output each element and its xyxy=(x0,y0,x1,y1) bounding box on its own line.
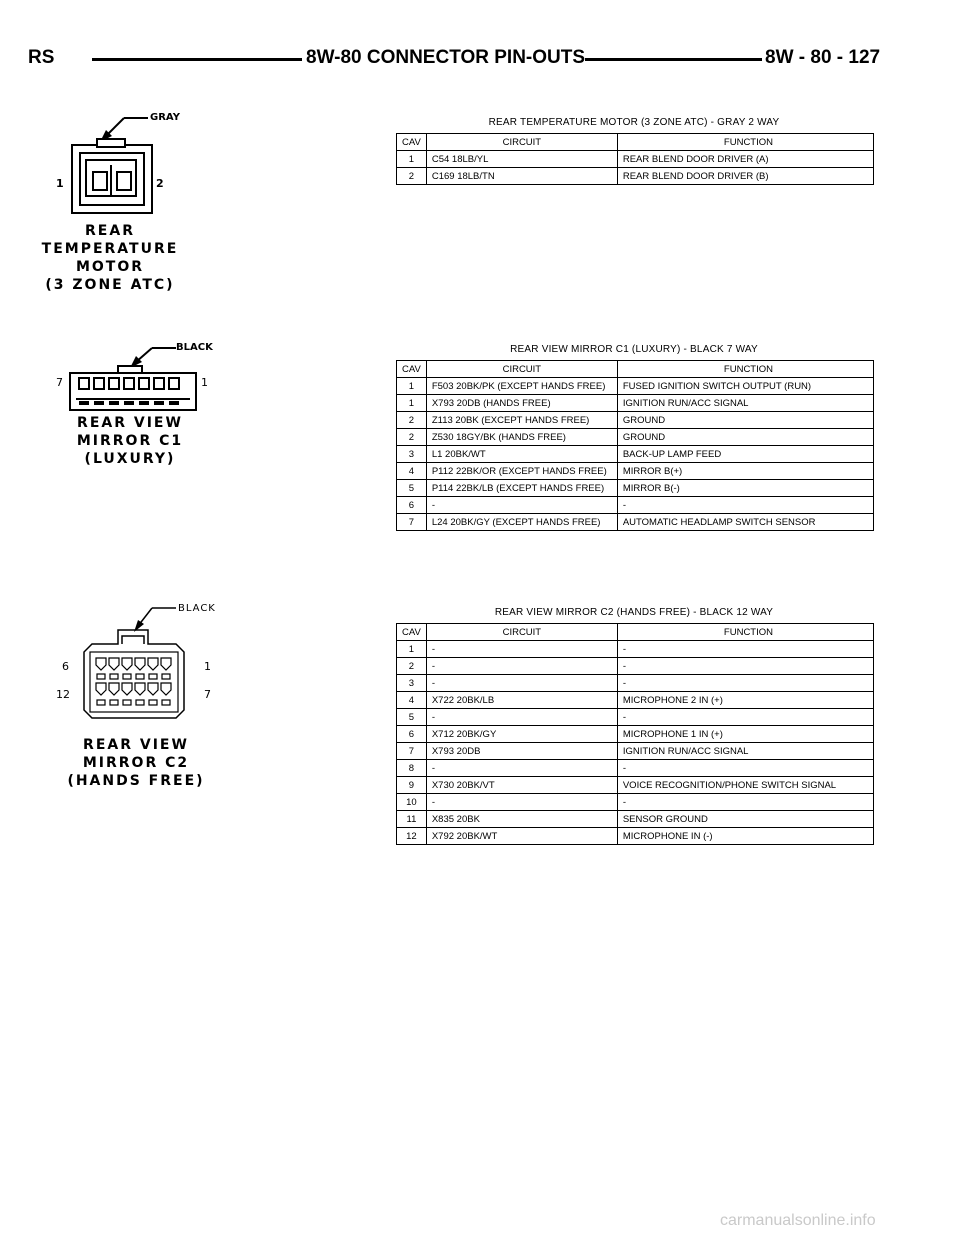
table-title: REAR TEMPERATURE MOTOR (3 ZONE ATC) - GRAY 2 WAY xyxy=(488,117,780,128)
cell-function: - xyxy=(617,675,873,692)
table-header-row xyxy=(397,624,874,641)
cell-function: IGNITION RUN/ACC SIGNAL xyxy=(617,395,873,412)
col-cav: CAV xyxy=(397,134,427,151)
cell-function: - xyxy=(617,794,873,811)
cell-function: - xyxy=(617,760,873,777)
cell-function: REAR BLEND DOOR DRIVER (B) xyxy=(617,168,873,185)
col-function: FUNCTION xyxy=(617,134,873,151)
cell-cav: 6 xyxy=(397,497,427,514)
connector-name-line: (3 ZONE ATC) xyxy=(45,277,175,293)
pinout-table-rear-view-mirror-c2 xyxy=(396,623,874,845)
cell-function: FUSED IGNITION SWITCH OUTPUT (RUN) xyxy=(617,378,873,395)
table-row xyxy=(397,828,874,845)
cell-circuit: Z113 20BK (EXCEPT HANDS FREE) xyxy=(426,412,617,429)
cell-cav: 7 xyxy=(397,743,427,760)
cell-cav: 3 xyxy=(397,446,427,463)
cell-cav: 8 xyxy=(397,760,427,777)
cell-circuit: X793 20DB (HANDS FREE) xyxy=(426,395,617,412)
cell-cav: 1 xyxy=(397,641,427,658)
connector-color-label: BLACK xyxy=(176,342,213,353)
cell-circuit: - xyxy=(426,760,617,777)
header-page-number: 8W - 80 - 127 xyxy=(765,47,881,68)
table-title: REAR VIEW MIRROR C2 (HANDS FREE) - BLACK 12 WAY xyxy=(494,607,774,618)
cell-circuit: L1 20BK/WT xyxy=(426,446,617,463)
connector-name-line: MIRROR C1 xyxy=(76,433,184,449)
cell-circuit: Z530 18GY/BK (HANDS FREE) xyxy=(426,429,617,446)
cell-circuit: X792 20BK/WT xyxy=(426,828,617,845)
cell-cav: 9 xyxy=(397,777,427,794)
col-function: FUNCTION xyxy=(617,361,873,378)
cell-cav: 4 xyxy=(397,692,427,709)
table-row xyxy=(397,760,874,777)
connector-name-line: REAR VIEW xyxy=(77,415,183,431)
cell-function: GROUND xyxy=(617,412,873,429)
cell-circuit: X835 20BK xyxy=(426,811,617,828)
cell-function: - xyxy=(617,709,873,726)
col-cav: CAV xyxy=(397,624,427,641)
table-row xyxy=(397,794,874,811)
cell-cav: 1 xyxy=(397,378,427,395)
connector-name-label xyxy=(54,736,218,790)
cell-cav: 4 xyxy=(397,463,427,480)
cell-function: MICROPHONE 2 IN (+) xyxy=(617,692,873,709)
connector-name-line: (LUXURY) xyxy=(84,451,176,467)
cell-circuit: C169 18LB/TN xyxy=(426,168,617,185)
table-row xyxy=(397,641,874,658)
cell-cav: 2 xyxy=(397,168,427,185)
header-section-code: RS xyxy=(28,47,55,68)
cell-cav: 2 xyxy=(397,658,427,675)
pin-label-top-left: 6 xyxy=(62,660,69,673)
cell-function: MICROPHONE 1 IN (+) xyxy=(617,726,873,743)
cell-circuit: X730 20BK/VT xyxy=(426,777,617,794)
table-row xyxy=(397,743,874,760)
cell-cav: 5 xyxy=(397,709,427,726)
table-row xyxy=(397,658,874,675)
header-title: 8W-80 CONNECTOR PIN-OUTS xyxy=(306,47,586,68)
cell-cav: 7 xyxy=(397,514,427,531)
cell-circuit: L24 20BK/GY (EXCEPT HANDS FREE) xyxy=(426,514,617,531)
cell-cav: 1 xyxy=(397,151,427,168)
cell-function: MICROPHONE IN (-) xyxy=(617,828,873,845)
table-row xyxy=(397,777,874,794)
col-circuit: CIRCUIT xyxy=(426,134,617,151)
col-function: FUNCTION xyxy=(617,624,873,641)
cell-cav: 2 xyxy=(397,412,427,429)
pin-label-bottom-right: 7 xyxy=(204,688,211,701)
cell-circuit: X722 20BK/LB xyxy=(426,692,617,709)
cell-cav: 11 xyxy=(397,811,427,828)
table-row xyxy=(397,811,874,828)
cell-function: - xyxy=(617,497,873,514)
cell-cav: 6 xyxy=(397,726,427,743)
watermark-text: carmanualsonline.info xyxy=(720,1212,876,1229)
connector-name-line: REAR VIEW xyxy=(83,737,189,753)
cell-circuit: - xyxy=(426,709,617,726)
connector-name-line: REAR xyxy=(85,223,135,239)
cell-function: GROUND xyxy=(617,429,873,446)
table-row xyxy=(397,675,874,692)
col-circuit: CIRCUIT xyxy=(426,361,617,378)
cell-circuit: - xyxy=(426,675,617,692)
connector-name-line: MOTOR xyxy=(75,259,145,275)
cell-function: SENSOR GROUND xyxy=(617,811,873,828)
pin-label-left: 7 xyxy=(56,376,63,389)
cell-function: AUTOMATIC HEADLAMP SWITCH SENSOR xyxy=(617,514,873,531)
cell-circuit: - xyxy=(426,794,617,811)
pin-label-right: 1 xyxy=(201,376,208,389)
pin-label-top-right: 1 xyxy=(204,660,211,673)
cell-function: - xyxy=(617,641,873,658)
connector-color-label: BLACK xyxy=(178,603,216,614)
table-title: REAR VIEW MIRROR C1 (LUXURY) - BLACK 7 WAY xyxy=(510,344,758,355)
cell-cav: 1 xyxy=(397,395,427,412)
connector-name-line: TEMPERATURE xyxy=(41,241,179,257)
cell-cav: 3 xyxy=(397,675,427,692)
pin-label-bottom-left: 12 xyxy=(56,688,70,701)
table-row xyxy=(397,692,874,709)
cell-function: BACK-UP LAMP FEED xyxy=(617,446,873,463)
cell-circuit: - xyxy=(426,641,617,658)
cell-function: REAR BLEND DOOR DRIVER (A) xyxy=(617,151,873,168)
cell-circuit: X793 20DB xyxy=(426,743,617,760)
cell-function: IGNITION RUN/ACC SIGNAL xyxy=(617,743,873,760)
cell-circuit: C54 18LB/YL xyxy=(426,151,617,168)
cell-circuit: P112 22BK/OR (EXCEPT HANDS FREE) xyxy=(426,463,617,480)
connector-color-label: GRAY xyxy=(150,112,180,123)
connector-name-line: MIRROR C2 xyxy=(82,755,190,771)
cell-function: MIRROR B(+) xyxy=(617,463,873,480)
cell-circuit: F503 20BK/PK (EXCEPT HANDS FREE) xyxy=(426,378,617,395)
connector-name-line: (HANDS FREE) xyxy=(67,773,205,789)
col-circuit: CIRCUIT xyxy=(426,624,617,641)
cell-circuit: - xyxy=(426,497,617,514)
cell-function: - xyxy=(617,658,873,675)
cell-cav: 5 xyxy=(397,480,427,497)
cell-cav: 12 xyxy=(397,828,427,845)
table-row xyxy=(397,726,874,743)
cell-circuit: P114 22BK/LB (EXCEPT HANDS FREE) xyxy=(426,480,617,497)
cell-circuit: - xyxy=(426,658,617,675)
cell-function: MIRROR B(-) xyxy=(617,480,873,497)
pin-label-left: 1 xyxy=(56,177,64,190)
pin-label-right: 2 xyxy=(156,177,164,190)
cell-cav: 2 xyxy=(397,429,427,446)
cell-circuit: X712 20BK/GY xyxy=(426,726,617,743)
table-row xyxy=(397,709,874,726)
cell-function: VOICE RECOGNITION/PHONE SWITCH SIGNAL xyxy=(617,777,873,794)
col-cav: CAV xyxy=(397,361,427,378)
cell-cav: 10 xyxy=(397,794,427,811)
